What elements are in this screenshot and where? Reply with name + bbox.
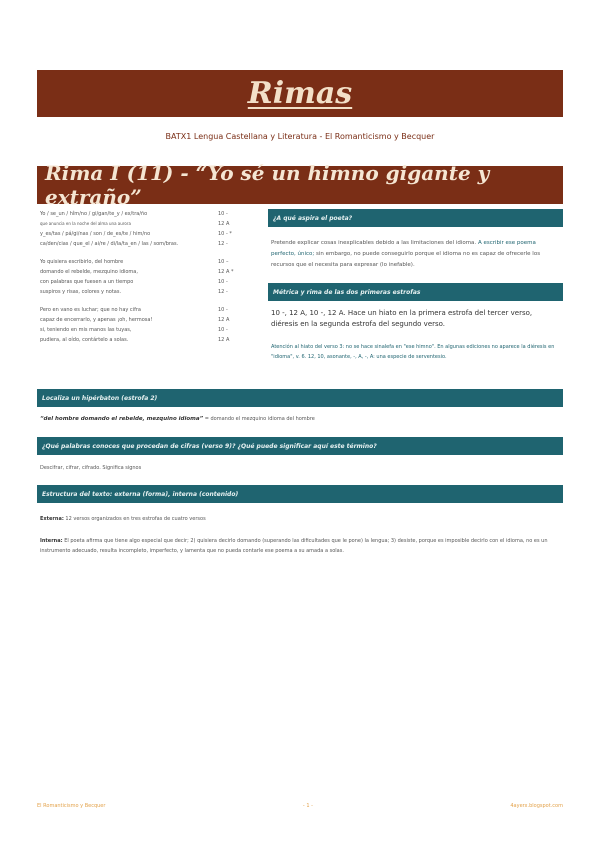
header-banner xyxy=(37,70,563,117)
poem-line: Pero en vano es luchar; que no hay cifra 10 - xyxy=(40,307,228,313)
poem-line: ca/den/cias / que_el / ai/re / di/la/ta_en / las / som/bras. 12 - xyxy=(40,241,228,247)
page-title: Rimas xyxy=(247,76,353,111)
poem-line: Yo quisiera escribirlo, del hombre 10 – xyxy=(40,259,229,265)
poem-line: suspiros y risas, colores y notas. 12 - xyxy=(40,289,228,295)
rima-title: Rima I (11) - “Yo sé un himno gigante y extraño” xyxy=(45,161,490,209)
poem-line: pudiera, al oído, contártelo a solas. 12 A xyxy=(40,337,230,343)
question-heading-estructura: Estructura del texto: externa (forma), interna (contenido) xyxy=(37,485,563,503)
poem-line: y_es/tas / pá/gi/nas / son / de_es/te / him/no 10 - * xyxy=(40,231,232,237)
poem-line: que anuncia en la noche del alma una aurora 12 A xyxy=(40,221,230,227)
question-heading-poet: ¿A qué aspira el poeta? xyxy=(268,209,563,227)
answer-externa: Externa: 12 versos organizados en tres estrofas de cuatro versos xyxy=(40,516,206,522)
answer-hiperbaton: “del hombre domando el rebelde, mezquino idioma” = domando el mezquino idioma del hombre xyxy=(40,416,315,422)
note-atencion: Atención al hiato del verso 3: no se hace sinalefa en "ese himno". En algunas ediciones no aparece la diéresis en "idioma", v. 6. 12, 10, asonante, -, A, -, A: una especie de serventesio. xyxy=(271,344,555,360)
answer-interna: Interna: El poeta afirma que tiene algo especial que decir; 2) quisiera decirlo domando (superando las dificultades que le pone) la lengua; 3) desiste, porque es imposible decirlo con el idioma, no es un instrumento adecuado, resulta incompleto, imperfecto, y lamenta que no pueda contarle ese poema a su amada a solas. xyxy=(40,538,548,554)
poem-line: con palabras que fuesen a un tiempo 10 - xyxy=(40,279,228,285)
answer-palabras: Descifrar, cifrar, cifrado. Significa signos xyxy=(40,465,142,471)
question-heading-metrica: Métrica y rima de las dos primeras estrofas xyxy=(268,283,563,301)
page-footer xyxy=(37,803,563,809)
poem-line: capaz de encerrarlo, y apenas ¡oh, hermosa! 12 A xyxy=(40,317,230,323)
question-heading-hiperbaton: Localiza un hipérbaton (estrofa 2) xyxy=(37,389,563,407)
poem-line: si, teniendo en mis manos las tuyas, 10 - xyxy=(40,327,228,333)
answer-poet: Pretende explicar cosas inexplicables debido a las limitaciones del idioma. A escribir ese poema perfecto, único; sin embargo, no puede conseguirlo porque el idioma no es capaz de ofrecerle los recursos que el necesita para expresar (lo inefable). xyxy=(271,240,541,268)
footer-left: El Romanticismo y Becquer xyxy=(37,803,106,809)
rima-banner xyxy=(37,161,563,209)
footer-blog-link[interactable]: 4ayerx.blogspot.com xyxy=(510,803,563,809)
poem-block xyxy=(40,209,262,345)
poem-line: Yo / se_un / hîm/no / gi/gan/te_y / ex/tra/ño 10 - xyxy=(40,211,228,217)
page-subtitle: BATX1 Lengua Castellana y Literatura - El Romanticismo y Becquer xyxy=(165,132,435,141)
poem-line: domando el rebelde, mezquino idioma, 12 A * xyxy=(40,269,234,275)
footer-page-number: - 1 - xyxy=(302,803,313,809)
question-heading-palabras: ¿Qué palabras conoces que procedan de cifras (verso 9)? ¿Qué puede significar aquí este término? xyxy=(37,437,563,455)
answer-metrica: 10 -, 12 A, 10 -, 12 A. Hace un hiato en la primera estrofa del tercer verso, diéresis en la segunda estrofa del segundo verso. xyxy=(271,309,533,328)
